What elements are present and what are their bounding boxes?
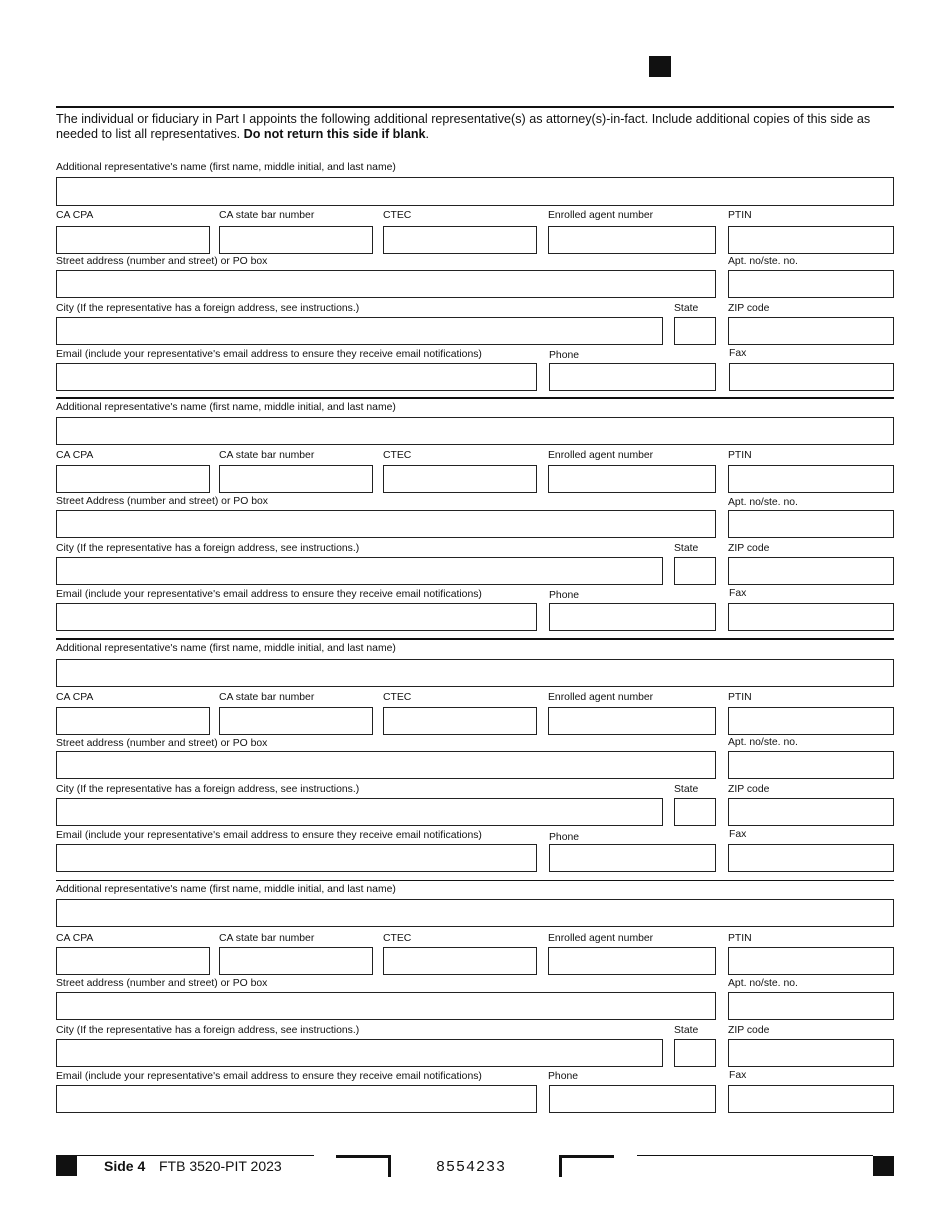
top-rule bbox=[56, 106, 894, 108]
footer-side-label: Side 4 bbox=[104, 1158, 146, 1174]
fax-field[interactable] bbox=[728, 844, 894, 872]
ptin-field[interactable] bbox=[728, 947, 894, 975]
ca-state-bar-field[interactable] bbox=[219, 465, 373, 493]
email-label: Email (include your representative's email address to ensure they receive email notifications) bbox=[56, 1071, 482, 1082]
state-label: State bbox=[674, 784, 699, 795]
email-field[interactable] bbox=[56, 844, 537, 872]
enrolled-agent-field[interactable] bbox=[548, 947, 716, 975]
ctec-label: CTEC bbox=[383, 692, 412, 703]
zip-field[interactable] bbox=[728, 1039, 894, 1067]
corner-bracket-left-side bbox=[388, 1155, 391, 1177]
zip-field[interactable] bbox=[728, 798, 894, 826]
ptin-field[interactable] bbox=[728, 707, 894, 735]
ca-cpa-field[interactable] bbox=[56, 947, 210, 975]
street-field[interactable] bbox=[56, 992, 716, 1020]
ctec-field[interactable] bbox=[383, 465, 537, 493]
email-field[interactable] bbox=[56, 363, 537, 391]
ca-cpa-label: CA CPA bbox=[56, 450, 94, 461]
section-divider bbox=[56, 638, 894, 640]
ca-cpa-field[interactable] bbox=[56, 707, 210, 735]
apt-label: Apt. no/ste. no. bbox=[728, 737, 798, 748]
enrolled-agent-label: Enrolled agent number bbox=[548, 692, 654, 703]
city-field[interactable] bbox=[56, 557, 663, 585]
rep-name-field[interactable] bbox=[56, 659, 894, 687]
footer-rule-right bbox=[637, 1155, 873, 1156]
rep-name-label: Additional representative's name (first name, middle initial, and last name) bbox=[56, 643, 396, 654]
intro-paragraph bbox=[56, 112, 886, 142]
phone-label: Phone bbox=[549, 832, 580, 843]
street-label: Street Address (number and street) or PO box bbox=[56, 496, 268, 507]
state-label: State bbox=[674, 543, 699, 554]
fax-label: Fax bbox=[729, 588, 747, 599]
rep-name-field[interactable] bbox=[56, 417, 894, 445]
ctec-label: CTEC bbox=[383, 450, 412, 461]
rep-name-label: Additional representative's name (first name, middle initial, and last name) bbox=[56, 162, 396, 173]
apt-label: Apt. no/ste. no. bbox=[728, 497, 798, 508]
street-label: Street address (number and street) or PO box bbox=[56, 738, 268, 749]
apt-field[interactable] bbox=[728, 992, 894, 1020]
street-label: Street address (number and street) or PO box bbox=[56, 256, 268, 267]
footer-rule-left bbox=[56, 1155, 314, 1156]
rep-name-label: Additional representative's name (first name, middle initial, and last name) bbox=[56, 884, 396, 895]
fax-label: Fax bbox=[729, 829, 747, 840]
apt-label: Apt. no/ste. no. bbox=[728, 978, 798, 989]
zip-label: ZIP code bbox=[728, 303, 770, 314]
email-field[interactable] bbox=[56, 1085, 537, 1113]
ca-cpa-label: CA CPA bbox=[56, 692, 94, 703]
fax-label: Fax bbox=[729, 348, 747, 359]
ctec-field[interactable] bbox=[383, 947, 537, 975]
city-label: City (If the representative has a foreign address, see instructions.) bbox=[56, 784, 360, 795]
ca-state-bar-field[interactable] bbox=[219, 226, 373, 254]
intro-end: . bbox=[425, 127, 430, 141]
phone-field[interactable] bbox=[549, 1085, 716, 1113]
corner-bracket-right-top bbox=[559, 1155, 614, 1158]
phone-label: Phone bbox=[548, 1071, 579, 1082]
state-field[interactable] bbox=[674, 1039, 716, 1067]
ca-cpa-label: CA CPA bbox=[56, 933, 94, 944]
ptin-label: PTIN bbox=[728, 210, 752, 221]
fax-field[interactable] bbox=[728, 603, 894, 631]
registration-mark-bottom-left bbox=[56, 1156, 77, 1176]
ctec-label: CTEC bbox=[383, 933, 412, 944]
state-field[interactable] bbox=[674, 317, 716, 345]
email-field[interactable] bbox=[56, 603, 537, 631]
zip-label: ZIP code bbox=[728, 543, 770, 554]
registration-mark-bottom-right bbox=[873, 1156, 894, 1176]
ca-cpa-field[interactable] bbox=[56, 465, 210, 493]
apt-field[interactable] bbox=[728, 751, 894, 779]
rep-name-label: Additional representative's name (first name, middle initial, and last name) bbox=[56, 402, 396, 413]
apt-field[interactable] bbox=[728, 270, 894, 298]
rep-name-field[interactable] bbox=[56, 899, 894, 927]
city-label: City (If the representative has a foreign address, see instructions.) bbox=[56, 303, 360, 314]
email-label: Email (include your representative's email address to ensure they receive email notifications) bbox=[56, 589, 482, 600]
form-code-number: 8554233 bbox=[436, 1159, 507, 1176]
ptin-field[interactable] bbox=[728, 465, 894, 493]
fax-label: Fax bbox=[729, 1070, 747, 1081]
zip-label: ZIP code bbox=[728, 784, 770, 795]
apt-field[interactable] bbox=[728, 510, 894, 538]
registration-mark-top bbox=[649, 56, 671, 77]
ptin-label: PTIN bbox=[728, 933, 752, 944]
fax-field[interactable] bbox=[729, 363, 894, 391]
phone-label: Phone bbox=[549, 350, 580, 361]
intro-text: The individual or fiduciary in Part I appoints the following additional representative(s) as attorney(s)-in-fact. Include additional copies of this side as needed to list all representatives. bbox=[56, 112, 871, 141]
street-field[interactable] bbox=[56, 751, 716, 779]
phone-field[interactable] bbox=[549, 844, 716, 872]
state-label: State bbox=[674, 1025, 699, 1036]
enrolled-agent-field[interactable] bbox=[548, 465, 716, 493]
section-divider bbox=[56, 880, 894, 881]
ca-cpa-field[interactable] bbox=[56, 226, 210, 254]
city-field[interactable] bbox=[56, 317, 663, 345]
street-field[interactable] bbox=[56, 270, 716, 298]
ptin-field[interactable] bbox=[728, 226, 894, 254]
zip-field[interactable] bbox=[728, 557, 894, 585]
corner-bracket-right-side bbox=[559, 1155, 562, 1177]
section-divider bbox=[56, 397, 894, 399]
state-field[interactable] bbox=[674, 557, 716, 585]
email-label: Email (include your representative's email address to ensure they receive email notifications) bbox=[56, 349, 482, 360]
corner-bracket-left-top bbox=[336, 1155, 391, 1158]
enrolled-agent-field[interactable] bbox=[548, 707, 716, 735]
state-field[interactable] bbox=[674, 798, 716, 826]
apt-label: Apt. no/ste. no. bbox=[728, 256, 798, 267]
street-label: Street address (number and street) or PO box bbox=[56, 978, 268, 989]
zip-label: ZIP code bbox=[728, 1025, 770, 1036]
enrolled-agent-label: Enrolled agent number bbox=[548, 210, 654, 221]
city-label: City (If the representative has a foreign address, see instructions.) bbox=[56, 543, 360, 554]
zip-field[interactable] bbox=[728, 317, 894, 345]
ca-state-bar-label: CA state bar number bbox=[219, 692, 315, 703]
intro-bold-text: Do not return this side if blank bbox=[243, 127, 426, 141]
phone-field[interactable] bbox=[549, 363, 716, 391]
city-label: City (If the representative has a foreign address, see instructions.) bbox=[56, 1025, 360, 1036]
fax-field[interactable] bbox=[728, 1085, 894, 1113]
ca-cpa-label: CA CPA bbox=[56, 210, 94, 221]
enrolled-agent-label: Enrolled agent number bbox=[548, 450, 654, 461]
ptin-label: PTIN bbox=[728, 692, 752, 703]
ptin-label: PTIN bbox=[728, 450, 752, 461]
ca-state-bar-label: CA state bar number bbox=[219, 450, 315, 461]
city-field[interactable] bbox=[56, 798, 663, 826]
email-label: Email (include your representative's email address to ensure they receive email notifications) bbox=[56, 830, 482, 841]
ctec-field[interactable] bbox=[383, 226, 537, 254]
enrolled-agent-field[interactable] bbox=[548, 226, 716, 254]
phone-label: Phone bbox=[549, 590, 580, 601]
street-field[interactable] bbox=[56, 510, 716, 538]
rep-name-field[interactable] bbox=[56, 177, 894, 206]
enrolled-agent-label: Enrolled agent number bbox=[548, 933, 654, 944]
ca-state-bar-label: CA state bar number bbox=[219, 933, 315, 944]
ca-state-bar-label: CA state bar number bbox=[219, 210, 315, 221]
state-label: State bbox=[674, 303, 699, 314]
ctec-field[interactable] bbox=[383, 707, 537, 735]
city-field[interactable] bbox=[56, 1039, 663, 1067]
phone-field[interactable] bbox=[549, 603, 716, 631]
ca-state-bar-field[interactable] bbox=[219, 707, 373, 735]
ca-state-bar-field[interactable] bbox=[219, 947, 373, 975]
footer-form-id: FTB 3520-PIT 2023 bbox=[159, 1158, 282, 1174]
ctec-label: CTEC bbox=[383, 210, 412, 221]
